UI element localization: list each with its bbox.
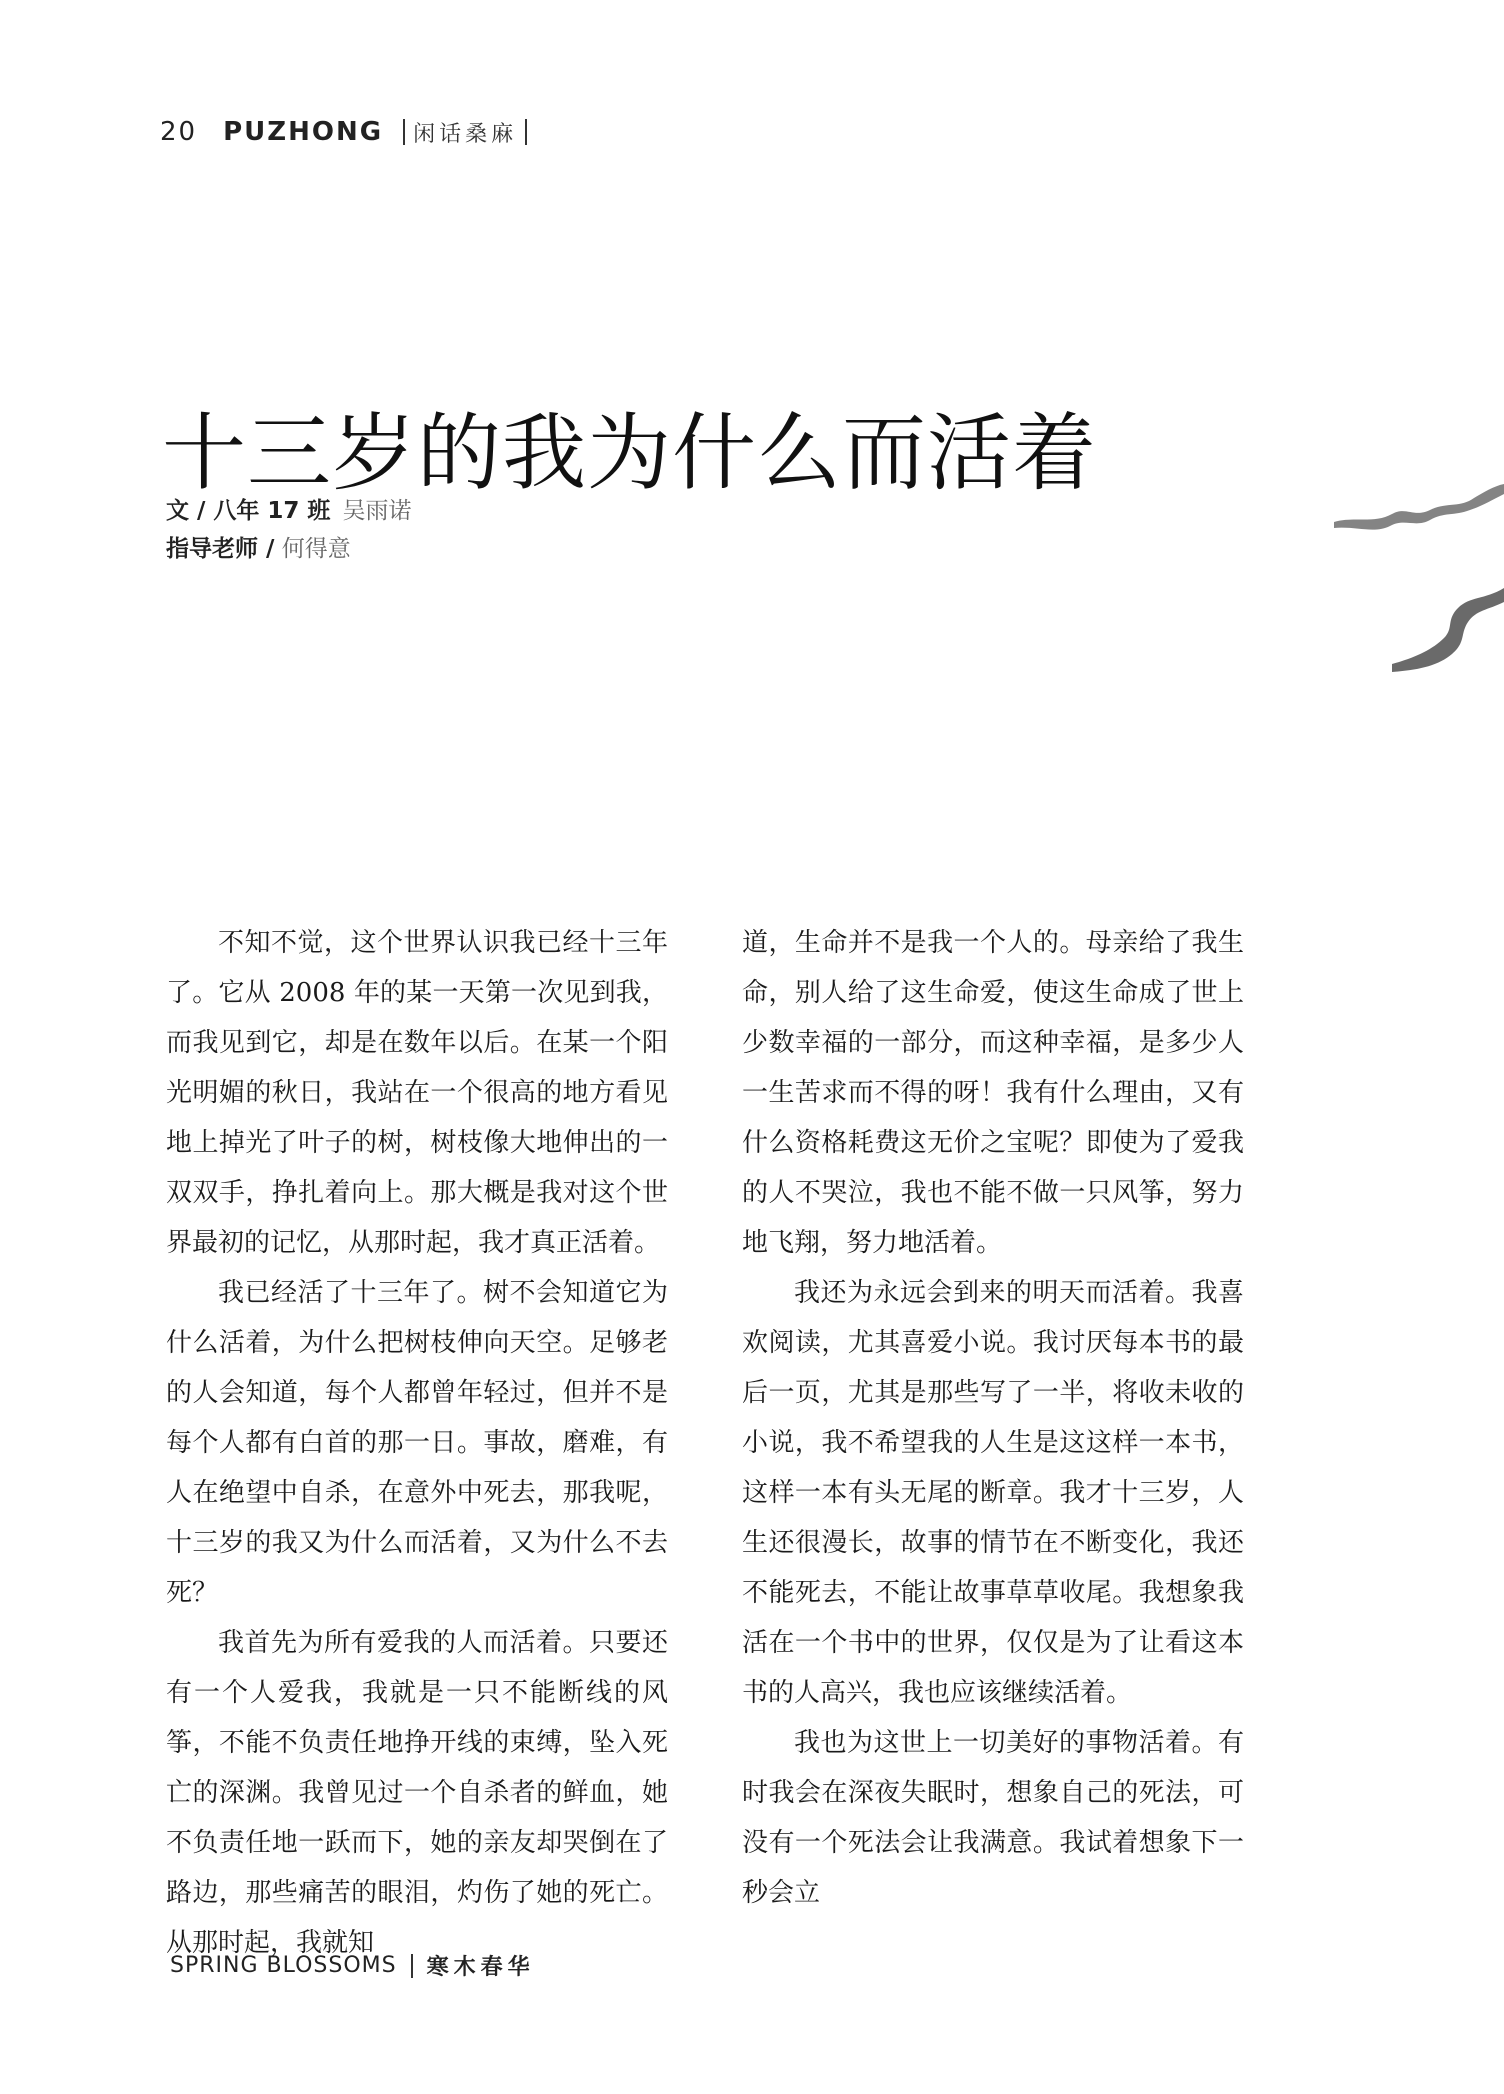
paragraph: 我已经活了十三年了。树不会知道它为什么活着，为什么把树枝伸向天空。足够老的人会知道，每个人都曾年轻过，但并不是每个人都有白首的那一日。事故，磨难，有人在绝望中自杀，在意外中死去，那我呢，十三岁的我又为什么而活着，又为什么不去死？ — [166, 1278, 668, 1608]
advisor-name: 何得意 — [281, 536, 351, 562]
footer-chinese-title: 寒木春华 — [426, 1955, 535, 1980]
paragraph: 我也为这世上一切美好的事物活着。有时我会在深夜失眠时，想象自己的死法，可没有一个死法会让我满意。我试着想象下一秒会立 — [742, 1728, 1244, 1908]
author-name: 吴雨诺 — [342, 498, 412, 524]
header-divider-end — [525, 119, 527, 145]
magazine-name: PUZHONG — [223, 117, 384, 147]
paragraph-continuation: 道，生命并不是我一个人的。母亲给了我生命，别人给了这生命爱，使这生命成了世上少数幸福的一部分，而这种幸福，是多少人一生苦求而不得的呀！我有什么理由，又有什么资格耗费这无价之宝呢？即使为了爱我的人不哭泣，我也不能不做一只风筝，努力地飞翔，努力地活着。 — [742, 928, 1244, 1258]
author-line — [166, 492, 411, 530]
page-footer — [170, 1950, 535, 1981]
ink-brush-icon — [1334, 480, 1504, 680]
page-header — [160, 112, 535, 152]
paragraph: 我还为永远会到来的明天而活着。我喜欢阅读，尤其喜爱小说。我讨厌每本书的最后一页，尤其是那些写了一半，将收未收的小说，我不希望我的人生是这这样一本书，这样一本有头无尾的断章。我才十三岁，人生还很漫长，故事的情节在不断变化，我还不能死去，不能让故事草草收尾。我想象我活在一个书中的世界，仅仅是为了让看这本书的人高兴，我也应该继续活着。 — [742, 1278, 1244, 1708]
header-divider — [403, 119, 405, 145]
footer-english-title: SPRING BLOSSOMS — [170, 1953, 397, 1978]
page-number: 20 — [160, 117, 198, 147]
paragraph: 不知不觉，这个世界认识我已经十三年了。它从 2008 年的某一天第一次见到我，而我见到它，却是在数年以后。在某一个阳光明媚的秋日，我站在一个很高的地方看见地上掉光了叶子的树，树枝像大地伸出的一双双手，挣扎着向上。那大概是我对这个世界最初的记忆，从那时起，我才真正活着。 — [166, 928, 668, 1258]
advisor-label: 指导老师 / — [166, 536, 275, 562]
author-label: 文 / 八年 17 班 — [166, 498, 331, 524]
byline — [166, 492, 411, 568]
section-name: 闲话桑麻 — [413, 121, 518, 147]
advisor-line — [166, 530, 411, 568]
article-column-right — [742, 918, 1244, 1918]
paragraph: 我首先为所有爱我的人而活着。只要还有一个人爱我，我就是一只不能断线的风筝，不能不负责任地挣开线的束缚，坠入死亡的深渊。我曾见过一个自杀者的鲜血，她不负责任地一跃而下，她的亲友却哭倒在了路边，那些痛苦的眼泪，灼伤了她的死亡。从那时起，我就知 — [166, 1628, 668, 1958]
article-column-left — [166, 918, 668, 1968]
footer-divider — [411, 1954, 413, 1978]
article-title: 十三岁的我为什么而活着 — [162, 404, 1098, 503]
